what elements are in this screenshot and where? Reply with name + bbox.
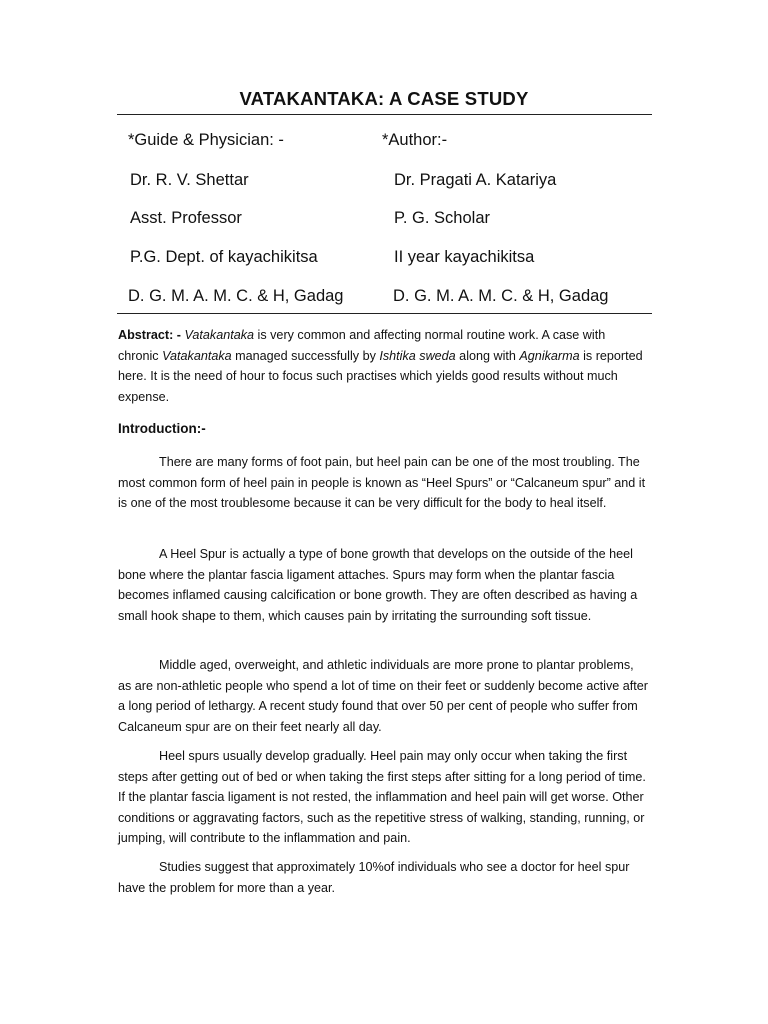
author-college: D. G. M. A. M. C. & H, Gadag [393,287,609,305]
guide-department: P.G. Dept. of kayachikitsa [130,248,318,266]
title-divider [117,114,652,115]
intro-paragraph: Heel spurs usually develop gradually. Heel pain may only occur when taking the first steps after getting out of bed or when taking the first steps after sitting for a long period of time. If the plantar fascia ligament is not rested, the inflammation and heel pain will get worse. Other conditions or aggravating factors, such as the repetitive stress of walking, standing, running, or jumping, will contribute to the inflammation and pain. [118,749,646,845]
author-designation: P. G. Scholar [394,209,490,227]
author-year: II year kayachikitsa [394,248,535,266]
author-name: Dr. Pragati A. Katariya [394,171,557,189]
guide-heading: *Guide & Physician: - [128,131,284,149]
intro-paragraph: Studies suggest that approximately 10%of individuals who see a doctor for heel spur have the problem for more than a year. [118,860,630,895]
abstract: Abstract: - Vatakantaka is very common and affecting normal routine work. A case with chronic Vatakantaka managed successfully by Ishtika sweda along with Agnikarma is reported here. It is the need of hour to focus such practises which yields good results without much expense. [118,328,643,404]
intro-paragraph: A Heel Spur is actually a type of bone growth that develops on the outside of the heel bone where the plantar fascia ligament attaches. Spurs may form when the plantar fascia becomes inflamed causing calcification or bone growth. They are often described as having a small hook shape to them, which causes pain by irritating the surrounding soft tissue. [118,547,638,623]
guide-designation: Asst. Professor [130,209,242,227]
guide-college: D. G. M. A. M. C. & H, Gadag [128,287,344,305]
intro-paragraph: There are many forms of foot pain, but heel pain can be one of the most troubling. The most common form of heel pain in people is known as “Heel Spurs” or “Calcaneum spur” and it is one of the most troublesome because it can be very difficult for the body to heal itself. [118,455,646,510]
intro-paragraph: Middle aged, overweight, and athletic individuals are more prone to plantar problems, as are non-athletic people who spend a lot of time on their feet or suddenly become active after a long period of lethargy. A recent study found that over 50 per cent of people who suffer from Calcaneum spur are on their feet nearly all day. [118,658,648,734]
paper-title: VATAKANTAKA: A CASE STUDY [239,88,529,109]
introduction-heading: Introduction:- [118,421,206,436]
abstract-label: Abstract: - [118,328,181,342]
authors-divider [117,313,652,314]
author-heading: *Author:- [382,131,448,149]
guide-name: Dr. R. V. Shettar [130,171,249,189]
